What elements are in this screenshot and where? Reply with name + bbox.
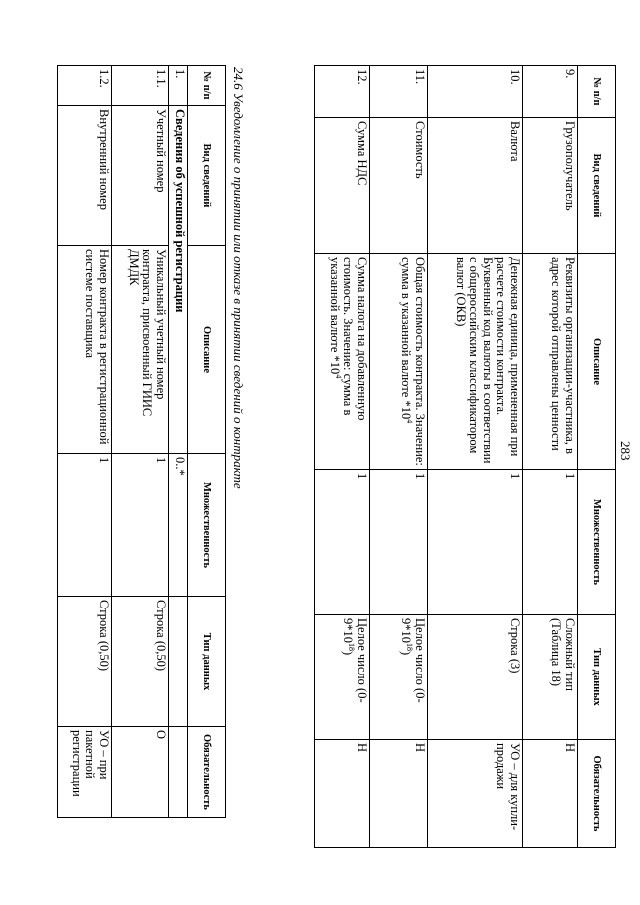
page-number: 283 bbox=[618, 441, 633, 461]
cell-mult: 1 bbox=[428, 470, 523, 615]
header-req: Обязательность bbox=[578, 740, 616, 848]
cell-desc: Уникальный учетный номер контракта, присвоенный ГИИС ДМДК bbox=[112, 246, 169, 454]
header-type: Тип данных bbox=[188, 597, 226, 727]
header-desc: Описание bbox=[188, 246, 226, 454]
cell-desc: Сумма налога на добавленную стоимость. Значение: сумма в указанной валюте $*10^4$ bbox=[315, 254, 370, 470]
table-row bbox=[315, 66, 370, 848]
cell-mult: 1 bbox=[523, 470, 578, 615]
cell-kind: Валюта bbox=[428, 118, 523, 254]
cell-type: Целое число $(0-9*10^{18})$ bbox=[370, 615, 428, 740]
cell-num: 10. bbox=[428, 66, 523, 118]
table-row bbox=[112, 66, 169, 818]
cell-type: Строка (3) bbox=[428, 615, 523, 740]
cell-section-title: Сведения об успешной регистрации bbox=[169, 106, 188, 454]
cell-num: 1. bbox=[169, 66, 188, 106]
section-caption: 24.6 Уведомление о принятии или отказе в принятии сведений о контракте bbox=[231, 67, 246, 489]
cell-num: 1.1. bbox=[112, 66, 169, 106]
header-req: Обязательность bbox=[188, 727, 226, 818]
cell-mult: 1 bbox=[58, 454, 112, 597]
header-type: Тип данных bbox=[578, 615, 616, 740]
header-kind: Вид сведений bbox=[578, 118, 616, 254]
table-row bbox=[428, 66, 523, 848]
cell-mult: 1 bbox=[370, 470, 428, 615]
cell-num: 11. bbox=[370, 66, 428, 118]
cell-num: 12. bbox=[315, 66, 370, 118]
header-mult: Множественность bbox=[188, 454, 226, 597]
cell-mult: 1 bbox=[112, 454, 169, 597]
table-row bbox=[58, 66, 112, 818]
cell-kind: Учетный номер bbox=[112, 106, 169, 246]
cell-kind: Внутренний номер bbox=[58, 106, 112, 246]
table-row bbox=[169, 66, 188, 818]
header-mult: Множественность bbox=[578, 470, 616, 615]
cell-mult: 1 bbox=[315, 470, 370, 615]
cell-req: УО – при пакетной регистрации bbox=[58, 727, 112, 818]
cell-type: Строка (0,50) bbox=[112, 597, 169, 727]
cell-req: Н bbox=[370, 740, 428, 848]
cell-kind: Стоимость bbox=[370, 118, 428, 254]
cell-num: 1.2. bbox=[58, 66, 112, 106]
cell-num: 9. bbox=[523, 66, 578, 118]
header-kind: Вид сведений bbox=[188, 106, 226, 246]
cell-mult: 0..* bbox=[169, 454, 188, 597]
cell-type: Целое число $(0-9*10^{18})$ bbox=[315, 615, 370, 740]
cell-req: Н bbox=[315, 740, 370, 848]
cell-type bbox=[169, 597, 188, 727]
cell-req: Н bbox=[523, 740, 578, 848]
cell-req bbox=[169, 727, 188, 818]
table-header-row bbox=[188, 66, 226, 818]
cell-desc: Реквизиты организации-участника, в адрес которой отправлены ценности bbox=[523, 254, 578, 470]
table-row bbox=[370, 66, 428, 848]
table-row bbox=[523, 66, 578, 848]
table-header-row bbox=[578, 66, 616, 848]
header-num: № п/п bbox=[578, 66, 616, 118]
cell-req: О bbox=[112, 727, 169, 818]
header-num: № п/п bbox=[188, 66, 226, 106]
cell-kind: Грузополучатель bbox=[523, 118, 578, 254]
cell-type: Сложный тип (Таблица 18) bbox=[523, 615, 578, 740]
cell-desc: Денежная единица, примененная при расчете стоимости контракта. Буквенный код валюты в соответствии с общероссийским классификатором валют (ОКВ) bbox=[428, 254, 523, 470]
header-desc: Описание bbox=[578, 254, 616, 470]
contract-fields-table bbox=[314, 65, 616, 848]
cell-desc: Общая стоимость контракта. Значение: сумма в указанной валюте $*10^4$ bbox=[370, 254, 428, 470]
cell-type: Строка (0,50) bbox=[58, 597, 112, 727]
cell-req: УО – для купли-продажи bbox=[428, 740, 523, 848]
cell-desc: Номер контракта в регистрационной системе поставщика bbox=[58, 246, 112, 454]
cell-kind: Сумма НДС bbox=[315, 118, 370, 254]
notification-table bbox=[57, 65, 226, 818]
